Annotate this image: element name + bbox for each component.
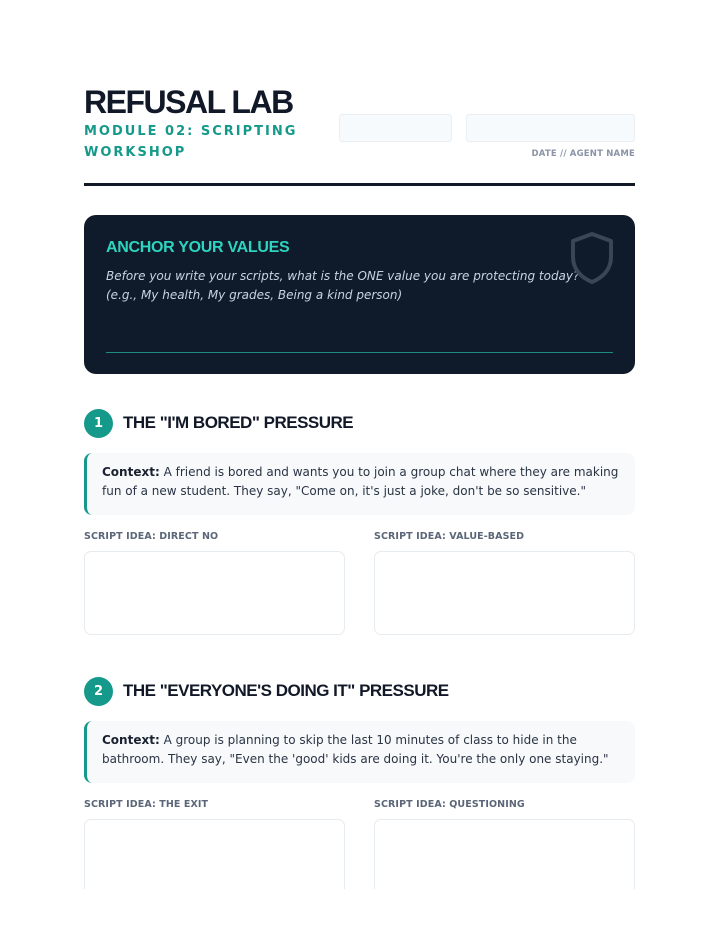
shield-icon: [569, 231, 615, 285]
anchor-title: ANCHOR YOUR VALUES: [106, 239, 290, 256]
section-title: THE "I'M BORED" PRESSURE: [123, 413, 354, 432]
script-label: SCRIPT IDEA: DIRECT NO: [84, 531, 219, 542]
context-box: [84, 721, 635, 783]
section-number-badge: 2: [84, 677, 113, 706]
anchor-answer-line[interactable]: [106, 352, 613, 353]
context-text: A group is planning to skip the last 10 minutes of class to hide in the bathroom. They say, "Even the 'good' kids are doing it. You're the only one staying.": [102, 733, 609, 766]
context-box: [84, 453, 635, 515]
context-label: Context:: [102, 733, 160, 747]
context-text: A friend is bored and wants you to join a group chat where they are making fun of a new student. They say, "Come on, it's just a joke, don't be so sensitive.": [102, 465, 619, 498]
page-title: REFUSAL LAB: [84, 84, 293, 120]
header-divider: [84, 183, 635, 186]
page-subtitle: MODULE 02: SCRIPTING WORKSHOP: [84, 124, 298, 160]
agent-name-field[interactable]: [466, 114, 635, 142]
date-agent-label: DATE // AGENT NAME: [531, 149, 635, 159]
script-label: SCRIPT IDEA: VALUE-BASED: [374, 531, 525, 542]
anchor-prompt: Before you write your scripts, what is the ONE value you are protecting today? (e.g., My health, My grades, Being a kind person): [106, 269, 580, 302]
date-field[interactable]: [339, 114, 452, 142]
anchor-values-card: [84, 215, 635, 374]
script-label: SCRIPT IDEA: QUESTIONING: [374, 799, 525, 810]
section-number-badge: 1: [84, 409, 113, 438]
section-title: THE "EVERYONE'S DOING IT" PRESSURE: [123, 681, 449, 700]
script-label: SCRIPT IDEA: THE EXIT: [84, 799, 209, 810]
script-direct-no-box[interactable]: [84, 551, 345, 635]
context-label: Context:: [102, 465, 160, 479]
script-questioning-box[interactable]: [374, 819, 635, 889]
script-value-based-box[interactable]: [374, 551, 635, 635]
script-exit-box[interactable]: [84, 819, 345, 889]
